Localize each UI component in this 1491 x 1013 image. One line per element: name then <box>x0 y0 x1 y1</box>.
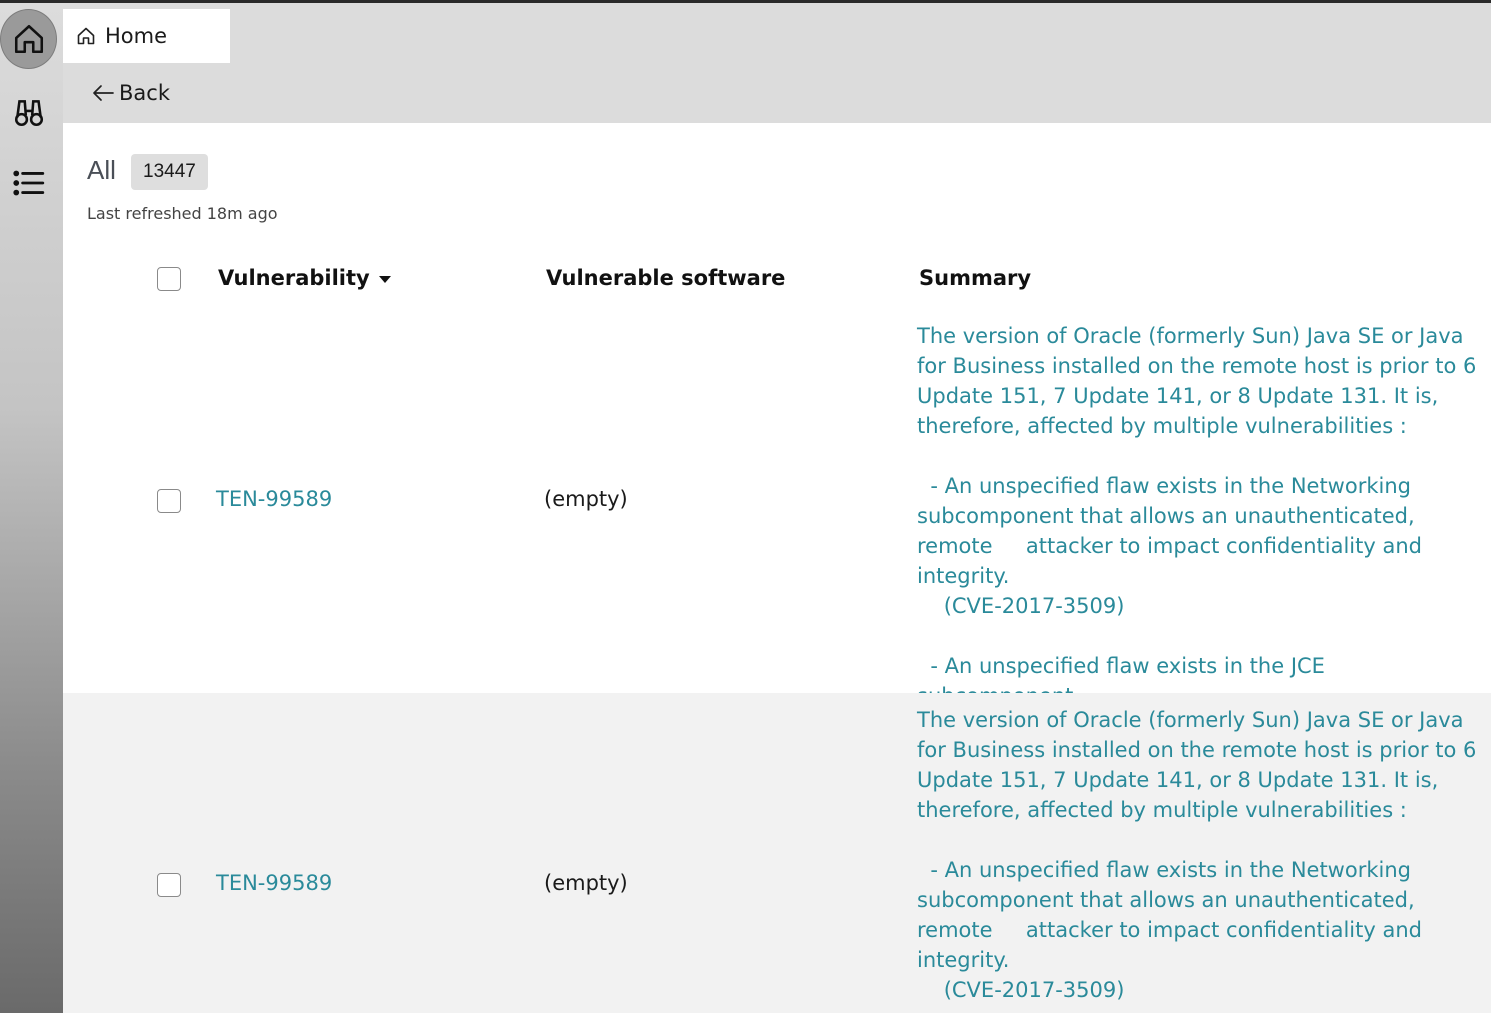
last-refreshed-text: Last refreshed 18m ago <box>87 204 278 223</box>
vulnerable-software-value: (empty) <box>544 871 628 895</box>
left-rail <box>0 3 63 1013</box>
view-title: All <box>87 155 116 185</box>
column-header-label: Summary <box>919 266 1032 290</box>
home-icon <box>12 22 46 56</box>
arrow-left-icon <box>91 83 115 103</box>
binoculars-icon <box>12 95 46 129</box>
summary-text[interactable]: The version of Oracle (formerly Sun) Java SE or Java for Business installed on the remote host is prior to 6 Update 151, 7 Update 141, or 8 Update 131. It is, therefore, affected by multiple vulnerabilities : - An unspecified flaw exists in the Networking subcomponent that allows an unauthenticated, remote attacker to impact confidentiality and integrity. (CVE-2017-3509) <box>917 708 1477 1002</box>
column-header-label: Vulnerable software <box>546 266 786 290</box>
header-bar <box>63 3 1491 123</box>
vulnerability-link[interactable]: TEN-99589 <box>216 487 333 511</box>
row-checkbox[interactable] <box>157 489 181 513</box>
rail-list-button[interactable] <box>0 154 58 212</box>
row-checkbox[interactable] <box>157 873 181 897</box>
rail-home-button[interactable] <box>0 9 57 69</box>
tab-home[interactable] <box>63 9 230 63</box>
vulnerability-link[interactable]: TEN-99589 <box>216 871 333 895</box>
select-all-checkbox[interactable] <box>157 267 181 291</box>
sort-descending-icon[interactable] <box>379 276 391 283</box>
column-header-software[interactable] <box>546 266 785 290</box>
back-button[interactable] <box>91 75 170 111</box>
count-badge: 13447 <box>131 154 208 190</box>
rail-explore-button[interactable] <box>0 83 58 141</box>
table-row[interactable] <box>63 318 1491 693</box>
tab-home-label: Home <box>105 24 168 48</box>
back-label: Back <box>119 81 170 105</box>
table-row[interactable] <box>63 693 1491 1013</box>
column-header-vulnerability[interactable] <box>218 266 391 290</box>
list-icon <box>12 166 46 200</box>
summary-text[interactable]: The version of Oracle (formerly Sun) Java SE or Java for Business installed on the remote host is prior to 6 Update 151, 7 Update 141, or 8 Update 131. It is, therefore, affected by multiple vulnerabilities : - An unspecified flaw exists in the Networking subcomponent that allows an unauthenticated, remote attacker to impact confidentiality and integrity. (CVE-2017-3509) - An unspecified flaw exists in the JCE <box>917 324 1477 678</box>
column-header-label: Vulnerability <box>218 266 370 290</box>
vulnerable-software-value: (empty) <box>544 487 628 511</box>
home-icon <box>76 26 96 46</box>
column-header-summary[interactable] <box>919 266 1031 290</box>
